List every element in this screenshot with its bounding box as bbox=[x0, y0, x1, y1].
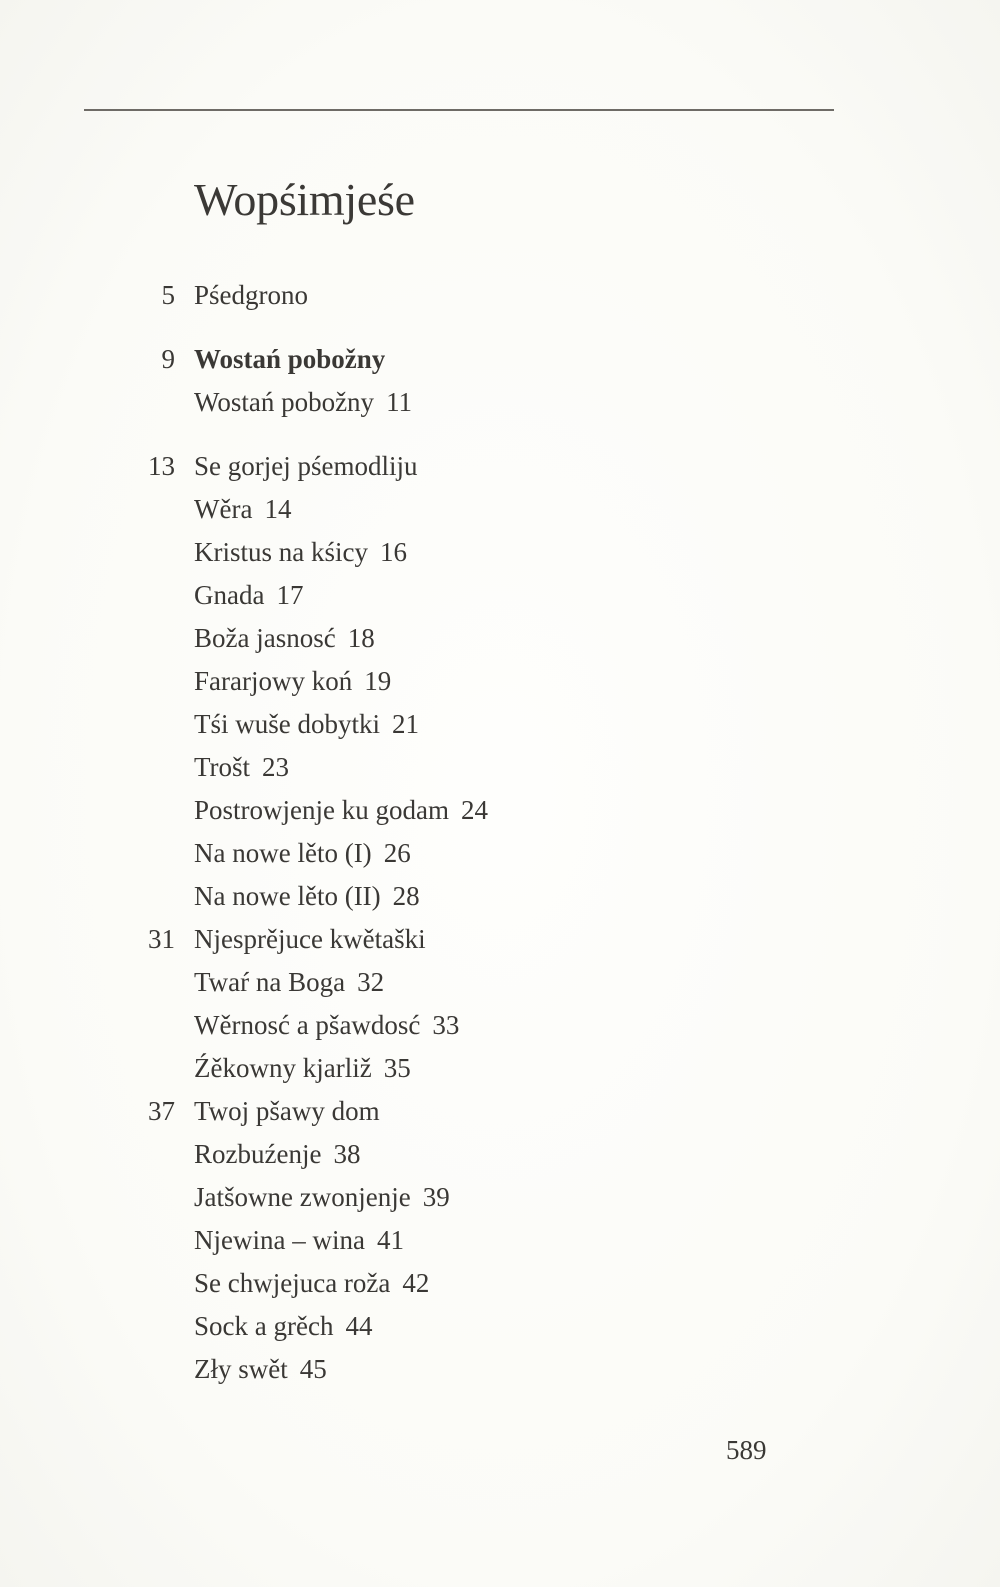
toc-item-page: 24 bbox=[460, 795, 488, 825]
toc-item bbox=[0, 575, 1000, 615]
toc-item-page: 21 bbox=[392, 709, 419, 739]
toc-item-page: 39 bbox=[422, 1182, 450, 1212]
page-title: Wopśimjeśe bbox=[194, 174, 415, 225]
toc-item bbox=[0, 618, 1000, 658]
toc-item-page: 17 bbox=[276, 580, 304, 610]
toc-item-page: 26 bbox=[383, 838, 411, 868]
toc-item bbox=[0, 747, 1000, 787]
toc-section-title: Wostań pobožny bbox=[194, 344, 386, 374]
toc-section bbox=[0, 339, 1000, 379]
toc-item-title: Fararjowy koń 19 bbox=[194, 666, 392, 696]
toc-item bbox=[0, 790, 1000, 830]
toc-item bbox=[0, 1306, 1000, 1346]
toc-item-title: Kristus na kśicy 16 bbox=[194, 537, 407, 567]
toc-section-title: Twoj pšawy dom bbox=[194, 1096, 380, 1126]
toc-item bbox=[0, 962, 1000, 1002]
toc-section-title: Njesprějuce kwětaški bbox=[194, 924, 426, 954]
toc-item bbox=[0, 1349, 1000, 1389]
toc-item-title: Gnada 17 bbox=[194, 580, 304, 610]
toc-item bbox=[0, 876, 1000, 916]
toc-item-page: 33 bbox=[432, 1010, 460, 1040]
toc-section-title: Pśedgrono bbox=[194, 280, 308, 310]
toc-item bbox=[0, 1263, 1000, 1303]
toc-item bbox=[0, 833, 1000, 873]
toc-item-title: Tśi wuše dobytki 21 bbox=[194, 709, 419, 739]
toc-item-title: Jatšowne zwonjenje 39 bbox=[194, 1182, 450, 1212]
toc-item-page: 35 bbox=[383, 1053, 411, 1083]
toc-item bbox=[0, 489, 1000, 529]
toc-item-page: 18 bbox=[347, 623, 375, 653]
toc-item-title: Wostań pobožny 11 bbox=[194, 387, 413, 417]
toc-item-page: 41 bbox=[376, 1225, 404, 1255]
toc-section-title: Se gorjej pśemodliju bbox=[194, 451, 418, 481]
toc-item-page: 32 bbox=[357, 967, 385, 997]
toc-item bbox=[0, 382, 1000, 422]
toc-item-title: Zły swět 45 bbox=[194, 1354, 327, 1384]
toc-item bbox=[0, 661, 1000, 701]
toc-section bbox=[0, 919, 1000, 959]
toc-item-title: Trošt 23 bbox=[194, 752, 290, 782]
toc-item-title: Sock a grěch 44 bbox=[194, 1311, 373, 1341]
toc-item bbox=[0, 1220, 1000, 1260]
toc-item-page: 44 bbox=[345, 1311, 373, 1341]
toc-item bbox=[0, 1177, 1000, 1217]
page-number: 589 bbox=[726, 1435, 767, 1465]
toc-item-title: Na nowe lěto (I) 26 bbox=[194, 838, 411, 868]
toc-item-page: 28 bbox=[392, 881, 420, 911]
toc-item bbox=[0, 1005, 1000, 1045]
toc-item-title: Twaŕ na Boga 32 bbox=[194, 967, 385, 997]
toc-item-title: Źěkowny kjarliž 35 bbox=[194, 1053, 411, 1083]
toc-item-title: Njewina – wina 41 bbox=[194, 1225, 404, 1255]
toc-item-page: 45 bbox=[299, 1354, 327, 1384]
toc-item-page: 19 bbox=[364, 666, 392, 696]
toc-item-page: 14 bbox=[264, 494, 292, 524]
toc-item bbox=[0, 704, 1000, 744]
toc-item-page: 23 bbox=[262, 752, 290, 782]
toc-section-page: 31 bbox=[148, 924, 175, 954]
top-rule-divider bbox=[84, 109, 834, 111]
toc-section bbox=[0, 275, 1000, 315]
toc-item-page: 42 bbox=[402, 1268, 430, 1298]
toc-item-page: 38 bbox=[333, 1139, 361, 1169]
toc-item-title: Boža jasnosć 18 bbox=[194, 623, 375, 653]
toc-item-title: Rozbuźenje 38 bbox=[194, 1139, 361, 1169]
toc-section bbox=[0, 1091, 1000, 1131]
toc-section-page: 13 bbox=[148, 451, 175, 481]
toc-section bbox=[0, 446, 1000, 486]
toc-item bbox=[0, 1048, 1000, 1088]
toc-item-title: Wěra 14 bbox=[194, 494, 292, 524]
toc-section-page: 37 bbox=[148, 1096, 175, 1126]
toc-section-page: 5 bbox=[161, 280, 175, 310]
toc-item bbox=[0, 532, 1000, 572]
toc-item-page: 16 bbox=[379, 537, 407, 567]
toc-item-title: Na nowe lěto (II) 28 bbox=[194, 881, 420, 911]
toc-item-title: Wěrnosć a pšawdosć 33 bbox=[194, 1010, 460, 1040]
toc-section-page: 9 bbox=[161, 344, 175, 374]
toc-item-title: Se chwjejuca roža 42 bbox=[194, 1268, 430, 1298]
toc-item-title: Postrowjenje ku godam 24 bbox=[194, 795, 488, 825]
toc-item bbox=[0, 1134, 1000, 1174]
toc-item-page: 11 bbox=[386, 387, 413, 417]
